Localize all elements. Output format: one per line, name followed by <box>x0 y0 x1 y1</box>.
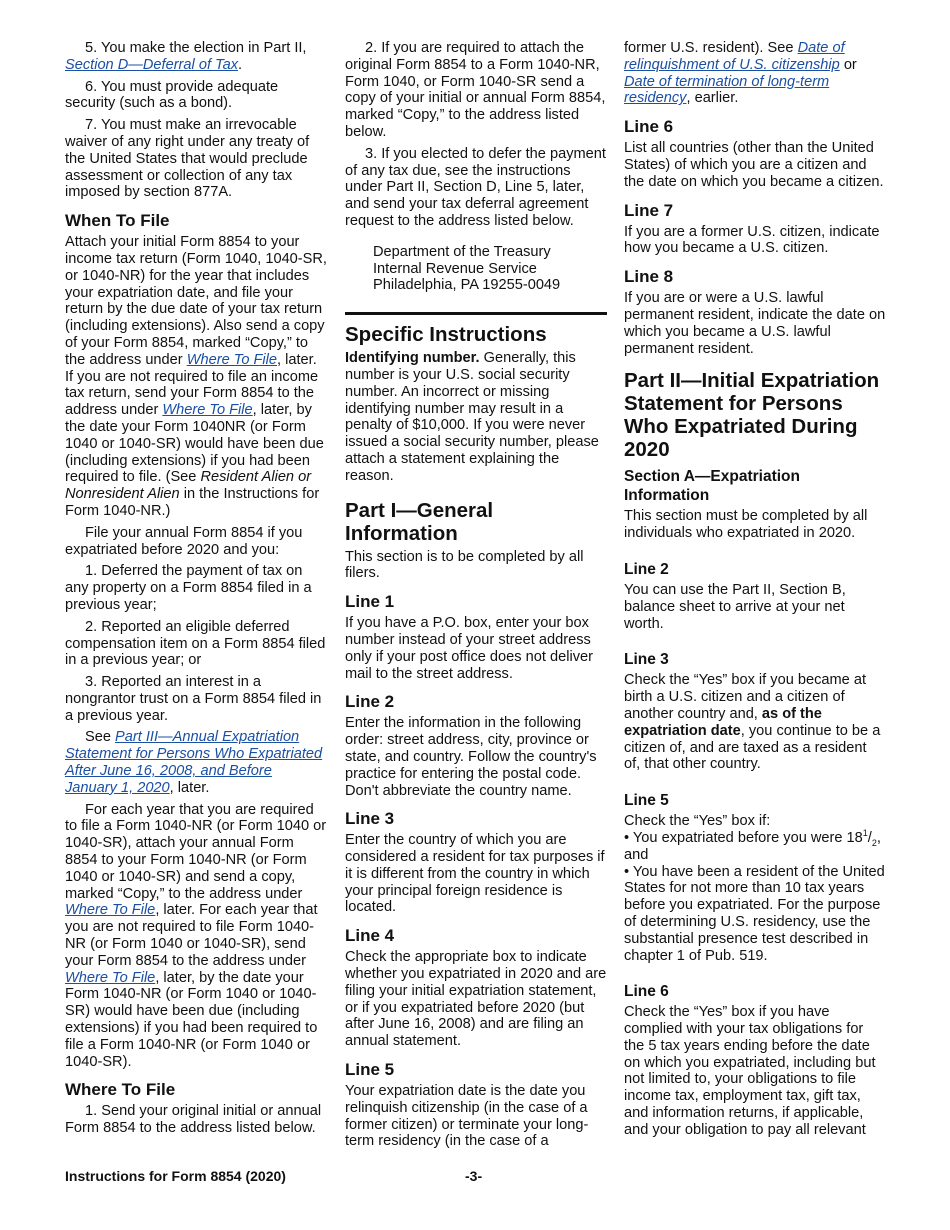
page-footer <box>65 1168 885 1184</box>
paragraph-line-2: Enter the information in the following order: street address, city, province or state, and country. Follow the country's practice for entering the postal code. Don't abbreviate the country name. <box>345 715 597 799</box>
list-item: 3. Reported an interest in a nongrantor trust on a Form 8854 filed in a previous year. <box>65 674 322 724</box>
link-section-d[interactable]: Section D—Deferral of Tax <box>65 56 239 73</box>
paragraph-line-5-continued: former U.S. resident). See Date of relinquishment of U.S. citizenship or Date of termination of long-term residency, earlier. <box>624 40 857 107</box>
paragraph-annual: File your annual Form 8854 if you expatriated before 2020 and you: <box>65 524 303 558</box>
section-divider <box>345 312 607 315</box>
heading-section-a: Section A—Expatriation Information <box>624 468 800 505</box>
paragraph-line-5: Your expatriation date is the date you relinquish citizenship (in the case of a former citizen) or terminate your long-term residency (in the case of a <box>345 1083 589 1150</box>
heading-line-4: Line 4 <box>345 926 395 946</box>
link-date-termination[interactable]: Date of termination of long-term residency <box>624 73 830 107</box>
heading-line-6: Line 6 <box>624 117 674 137</box>
paragraph-line-3: Enter the country of which you are considered a resident for tax purposes if it is different from the country in which your principal foreign residence is located. <box>345 832 605 916</box>
paragraph-identifying-number: Identifying number. Generally, this number is your U.S. social security number. An incorrect or missing identifying number may result in a penalty of $10,000. If you were never issued a social security number, please attach a statement explaining the reason. <box>345 350 599 484</box>
link-date-relinquishment[interactable]: Date of relinquishment of U.S. citizenship <box>624 40 845 73</box>
paragraph-each-year: For each year that you are required to file a Form 1040-NR (or Form 1040 or 1040-SR), attach your annual Form 8854 to your Form 1040-NR (or Form 1040 or 1040-SR) and send a copy, marked “Copy,” to the address under Where To File, later. For each year that you are not required to file Form 1040-NR (or Form 1040 or 1040-SR), send your Form 8854 to the address under Where To File, later, by the date your Form 1040-NR (or Form 1040 or 1040-SR) would have been due (including extensions) if you had been required to file a Form 1040-NR (or Form 1040 or 1040-SR). <box>65 801 327 1070</box>
paragraph-line-6: Check the “Yes” box if you have complied with your tax obligations for the 5 tax years ending before the date on which you expatriated, including but not limited to, your obligations to file income tax, employment tax, gift tax, and information returns, if applicable, and your obligation to pay all relevant <box>624 1004 876 1138</box>
link-where-to-file[interactable]: Where To File <box>162 402 253 419</box>
heading-when-to-file: When To File <box>65 211 170 231</box>
heading-line-1: Line 1 <box>345 592 395 612</box>
list-item: 5. You make the election in Part II, Section D—Deferral of Tax. <box>65 40 307 73</box>
heading-line-5: Line 5 <box>624 792 669 810</box>
page-number: -3- <box>465 1168 483 1184</box>
link-where-to-file[interactable]: Where To File <box>65 902 156 919</box>
paragraph-line-4: Check the appropriate box to indicate whether you expatriated in 2020 and are filing your initial expatriation statement, or if you expatriated before 2020 (but after June 16, 2008) and are filing an annual statement. <box>345 949 607 1050</box>
footer-title: Instructions for Form 8854 (2020) <box>65 1168 286 1184</box>
heading-line-2: Line 2 <box>345 692 395 712</box>
paragraph-part-i: This section is to be completed by all filers. <box>345 548 584 582</box>
heading-line-7: Line 7 <box>624 200 674 220</box>
heading-line-6: Line 6 <box>624 983 669 1001</box>
list-item: 2. Reported an eligible deferred compensation item on a Form 8854 filed in a previous year; or <box>65 618 326 669</box>
paragraph-when-to-file: Attach your initial Form 8854 to your income tax return (Form 1040, 1040-SR, or 1040-NR) for the year that includes your expatriation date, and file your return by the due date of your tax return (including extensions). Also send a copy of your Form 8854, marked “Copy,” to the address under Where To File, later. If you are not required to file an income tax return, send your Form 8854 to the address under Where To File, later, by the date your Form 1040NR (or Form 1040 or 1040-SR) would have been due (including extensions) if you had been required to file. (See Resident Alien or Nonresident Alien in the Instructions for Form 1040-NR.) <box>65 234 327 519</box>
heading-where-to-file: Where To File <box>65 1080 176 1100</box>
heading-line-3: Line 3 <box>624 651 669 669</box>
paragraph-line-3: Check the “Yes” box if you became at birth a U.S. citizen and a citizen of another country and, as of the expatriation date, you continue to be a citizen of, and are taxed as a resident of, that other country. <box>624 672 881 773</box>
paragraph-line-6: List all countries (other than the United States) of which you are a citizen and the date on which you became a citizen. <box>624 140 884 190</box>
heading-line-3: Line 3 <box>345 809 395 829</box>
heading-line-8: Line 8 <box>624 267 674 287</box>
paragraph-line-2: You can use the Part II, Section B, balance sheet to arrive at your net worth. <box>624 581 846 632</box>
heading-part-i: Part I—General Information <box>345 498 494 545</box>
list-item: 1. Deferred the payment of tax on any property on a Form 8854 filed in a previous year; <box>65 563 312 613</box>
heading-specific-instructions: Specific Instructions <box>345 323 547 347</box>
heading-line-5: Line 5 <box>345 1060 395 1080</box>
mailing-address: Department of the Treasury Internal Revenue Service Philadelphia, PA 19255-0049 <box>373 243 561 294</box>
link-where-to-file[interactable]: Where To File <box>186 351 278 368</box>
heading-line-2: Line 2 <box>624 560 669 578</box>
column-left <box>65 40 327 1142</box>
list-item: 3. If you elected to defer the payment of any tax due, see the instructions under Part II, Section D, Line 5, later, and send your tax deferral agreement request to the address listed below. <box>345 145 606 229</box>
bullet-item: • You expatriated before you were $18^1/_2$, and <box>624 828 881 863</box>
list-item: 7. You must make an irrevocable waiver of any right under any treaty of the United States that would preclude assessment or collection of any tax imposed by section 877A. <box>65 117 310 201</box>
paragraph-line-8: If you are or were a U.S. lawful permanent resident, indicate the date on which you became a U.S. lawful permanent resident. <box>624 290 886 357</box>
paragraph-line-5-intro: Check the “Yes” box if: <box>624 813 771 830</box>
column-right <box>624 40 886 1144</box>
paragraph-section-a: This section must be completed by all individuals who expatriated in 2020. <box>624 508 868 542</box>
list-item: 6. You must provide adequate security (such as a bond). <box>65 78 279 112</box>
bullet-item: • You have been a resident of the United States for not more than 10 tax years before you expatriated. For the purpose of determining U.S. residency, use the substantial presence test described in chapter 1 of Pub. 519. <box>624 863 885 964</box>
column-middle <box>345 40 607 1155</box>
paragraph-line-1: If you have a P.O. box, enter your box number instead of your street address only if your post office does not deliver mail to the street address. <box>345 615 593 682</box>
link-where-to-file[interactable]: Where To File <box>65 969 156 986</box>
list-item: 1. Send your original initial or annual Form 8854 to the address listed below. <box>65 1103 322 1137</box>
paragraph-see-part3: See Part III—Annual Expatriation Statement for Persons Who Expatriated After June 16, 2008, and Before January 1, 2020, later. <box>65 729 323 796</box>
heading-part-ii: Part II—Initial Expatriation Statement for Persons Who Expatriated During 2020 <box>624 369 880 462</box>
list-item: 2. If you are required to attach the original Form 8854 to a Form 1040-NR, Form 1040, or Form 1040-SR send a copy of your initial or annual Form 8854, marked “Copy,” to the address listed below. <box>345 40 606 140</box>
link-part-iii[interactable]: Part III—Annual Expatriation Statement for Persons Who Expatriated After June 16, 2008, and Before January 1, 2020 <box>65 729 323 796</box>
paragraph-line-7: If you are a former U.S. citizen, indicate how you became a U.S. citizen. <box>624 223 880 257</box>
